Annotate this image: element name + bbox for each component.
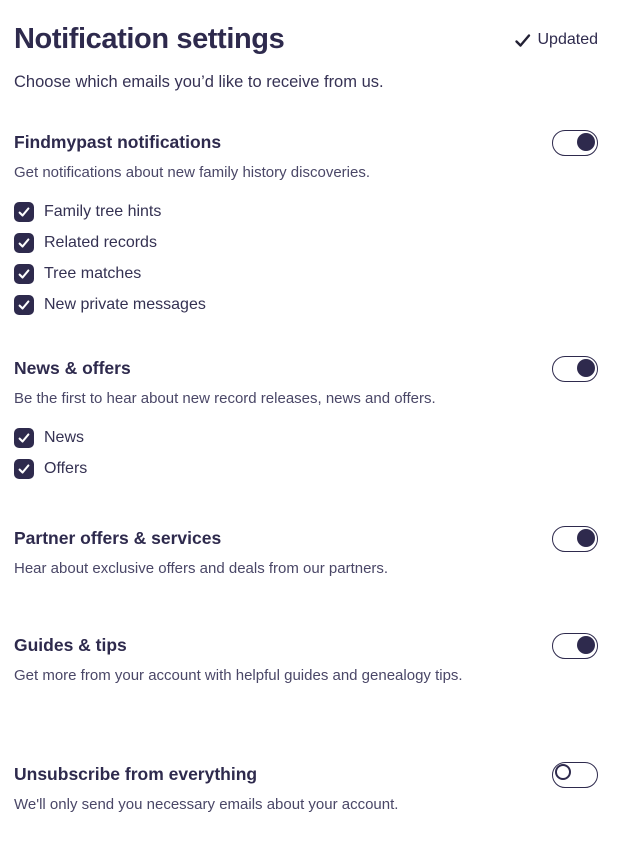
checkmark-icon <box>17 267 31 281</box>
section-partner-offers-services <box>14 526 598 577</box>
checkmark-icon <box>17 236 31 250</box>
checkbox-row-related-records[interactable] <box>14 233 598 254</box>
toggle-unsubscribe[interactable] <box>552 762 598 788</box>
section-head <box>14 356 598 382</box>
page-subtitle: Choose which emails you’d like to receive from us. <box>14 72 384 91</box>
checkbox-row-tree-matches[interactable] <box>14 264 598 285</box>
checkmark-icon <box>514 32 531 49</box>
toggle-knob <box>577 529 595 547</box>
checkbox-news[interactable] <box>14 428 34 448</box>
checkbox-new-private-messages[interactable] <box>14 295 34 315</box>
checkbox-label: Related records <box>44 234 157 252</box>
checkmark-icon <box>17 298 31 312</box>
section-title: Unsubscribe from everything <box>14 764 258 785</box>
section-title: News & offers <box>14 358 131 379</box>
toggle-knob <box>555 764 571 780</box>
section-title: Findmypast notifications <box>14 132 222 153</box>
checkbox-row-offers[interactable] <box>14 459 598 480</box>
section-head <box>14 526 598 552</box>
toggle-partner-offers-services[interactable] <box>552 526 598 552</box>
toggle-findmypast-notifications[interactable] <box>552 130 598 156</box>
section-news-offers <box>14 356 598 480</box>
checkbox-label: Tree matches <box>44 265 142 283</box>
section-head <box>14 762 598 788</box>
checkbox-family-tree-hints[interactable] <box>14 202 34 222</box>
checkbox-list <box>14 428 598 480</box>
checkbox-row-new-private-messages[interactable] <box>14 295 598 316</box>
checkmark-icon <box>17 462 31 476</box>
checkbox-label: New private messages <box>44 296 206 314</box>
toggle-news-offers[interactable] <box>552 356 598 382</box>
section-description: Get notifications about new family history discoveries. <box>14 163 370 181</box>
section-title: Partner offers & services <box>14 528 222 549</box>
toggle-knob <box>577 359 595 377</box>
updated-status <box>514 31 599 49</box>
checkbox-row-family-tree-hints[interactable] <box>14 202 598 223</box>
section-head <box>14 130 598 156</box>
checkbox-list <box>14 202 598 316</box>
section-description: Get more from your account with helpful guides and genealogy tips. <box>14 666 463 684</box>
section-guides-tips <box>14 633 598 684</box>
checkbox-label: News <box>44 429 85 447</box>
status-label: Updated <box>537 31 598 48</box>
checkbox-related-records[interactable] <box>14 233 34 253</box>
section-description: We'll only send you necessary emails about your account. <box>14 795 399 813</box>
checkbox-label: Family tree hints <box>44 203 162 221</box>
section-description: Be the first to hear about new record releases, news and offers. <box>14 389 436 407</box>
page-title: Notification settings <box>14 23 285 55</box>
section-title: Guides & tips <box>14 635 127 656</box>
checkbox-offers[interactable] <box>14 459 34 479</box>
section-unsubscribe <box>14 762 598 813</box>
section-findmypast-notifications <box>14 130 598 316</box>
checkmark-icon <box>17 431 31 445</box>
toggle-knob <box>577 133 595 151</box>
page-header <box>14 24 598 56</box>
checkmark-icon <box>17 205 31 219</box>
checkbox-tree-matches[interactable] <box>14 264 34 284</box>
toggle-knob <box>577 636 595 654</box>
checkbox-row-news[interactable] <box>14 428 598 449</box>
section-description: Hear about exclusive offers and deals from our partners. <box>14 559 389 577</box>
section-head <box>14 633 598 659</box>
toggle-guides-tips[interactable] <box>552 633 598 659</box>
checkbox-label: Offers <box>44 460 88 478</box>
